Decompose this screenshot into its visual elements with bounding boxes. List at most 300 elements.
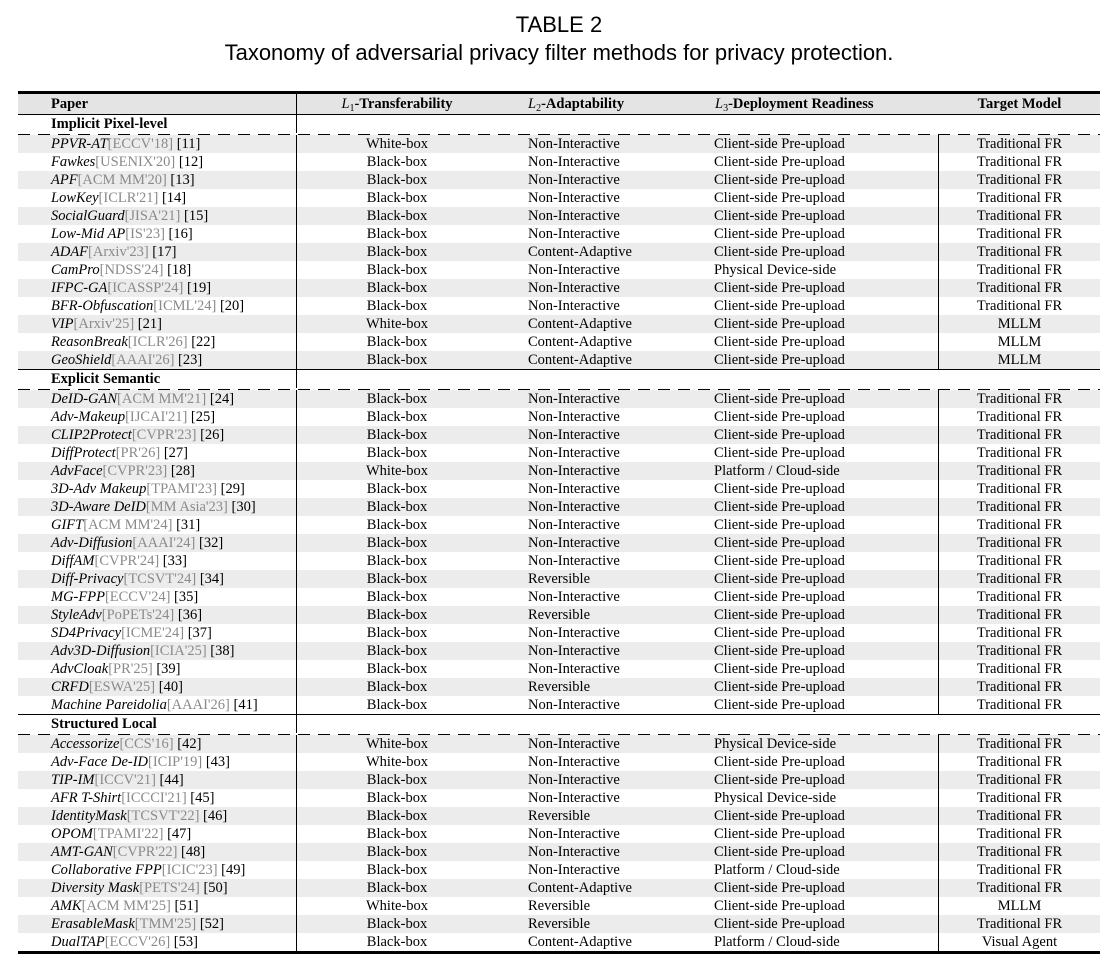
target-model-cell: Traditional FR: [976, 553, 1063, 569]
target-model-cell: Traditional FR: [976, 697, 1063, 713]
target-model-cell: Traditional FR: [976, 445, 1063, 461]
citation-ref: [26]: [200, 427, 225, 443]
target-model-cell: Traditional FR: [976, 409, 1063, 425]
method-name: MG-FPP: [51, 589, 105, 605]
transferability-cell: Black-box: [366, 772, 428, 788]
target-model-cell: MLLM: [997, 316, 1042, 332]
deployment-cell: Client-side Pre-upload: [714, 298, 845, 314]
adaptability-cell: Non-Interactive: [528, 862, 620, 878]
venue-tag: [ICCCI'21]: [121, 790, 187, 806]
target-model-cell: Visual Agent: [981, 934, 1058, 950]
target-model-cell: Traditional FR: [976, 499, 1063, 515]
paper-cell: [51, 462, 195, 480]
transferability-cell: White-box: [365, 898, 428, 914]
deployment-cell: Platform / Cloud-side: [714, 862, 840, 878]
citation-ref: [39]: [156, 661, 181, 677]
citation-ref: [49]: [221, 862, 246, 878]
deployment-cell: Client-side Pre-upload: [714, 316, 845, 332]
citation-ref: [29]: [220, 481, 245, 497]
method-name: Adv-Makeup: [51, 409, 126, 425]
method-name: LowKey: [51, 190, 99, 206]
method-name: DeID-GAN: [51, 391, 118, 407]
target-model-cell: Traditional FR: [976, 481, 1063, 497]
target-model-cell: Traditional FR: [976, 172, 1063, 188]
transferability-cell: Black-box: [366, 916, 428, 932]
paper-cell: [51, 843, 205, 861]
paper-cell: [51, 879, 228, 897]
adaptability-cell: Non-Interactive: [528, 481, 620, 497]
deployment-cell: Platform / Cloud-side: [714, 934, 840, 950]
paper-cell: [51, 933, 198, 951]
method-name: Diversity Mask: [51, 880, 140, 896]
venue-tag: [USENIX'20]: [95, 154, 176, 170]
deployment-cell: Client-side Pre-upload: [714, 499, 845, 515]
venue-tag: [ECCV'24]: [104, 589, 171, 605]
transferability-cell: Black-box: [366, 535, 428, 551]
paper-cell: [51, 207, 208, 225]
venue-tag: [ICME'24]: [121, 625, 185, 641]
column-divider: [296, 715, 297, 733]
adaptability-cell: Non-Interactive: [528, 208, 620, 224]
paper-cell: [51, 243, 176, 261]
venue-tag: [JISA'21]: [124, 208, 181, 224]
method-name: DiffAM: [51, 553, 95, 569]
citation-ref: [14]: [161, 190, 187, 206]
method-name: ReasonBreak: [51, 334, 128, 350]
adaptability-cell: Non-Interactive: [528, 499, 620, 515]
transferability-cell: Black-box: [366, 661, 428, 677]
method-name: Adv-Face De-ID: [51, 754, 149, 770]
method-name: CLIP2Protect: [51, 427, 132, 443]
venue-tag: [ACM MM'21]: [117, 391, 207, 407]
adaptability-cell: Non-Interactive: [528, 298, 620, 314]
transferability-cell: Black-box: [366, 571, 428, 587]
citation-ref: [35]: [174, 589, 199, 605]
citation-ref: [40]: [158, 679, 183, 695]
deployment-cell: Client-side Pre-upload: [714, 661, 845, 677]
citation-ref: [30]: [231, 499, 256, 515]
citation-ref: [18]: [167, 262, 192, 278]
venue-tag: [PoPETs'24]: [101, 607, 175, 623]
header-l1: $L_1$-Transferability: [341, 96, 453, 114]
paper-cell: [51, 315, 162, 333]
transferability-cell: Black-box: [366, 697, 428, 713]
venue-tag: [ICLR'26]: [127, 334, 188, 350]
section-header: [18, 370, 1100, 388]
transferability-cell: Black-box: [366, 517, 428, 533]
citation-ref: [46]: [203, 808, 228, 824]
adaptability-cell: Non-Interactive: [528, 463, 620, 479]
header-row: [18, 94, 1100, 114]
deployment-cell: Client-side Pre-upload: [714, 445, 845, 461]
transferability-cell: Black-box: [366, 826, 428, 842]
taxonomy-table: [18, 91, 1100, 954]
venue-tag: [PETS'24]: [139, 880, 200, 896]
transferability-cell: Black-box: [366, 607, 428, 623]
method-name: 3D-Aware DeID: [51, 499, 146, 515]
venue-tag: [ICML'24]: [153, 298, 217, 314]
method-name: PPVR-AT: [51, 136, 108, 152]
adaptability-cell: Reversible: [528, 808, 591, 824]
deployment-cell: Client-side Pre-upload: [714, 208, 845, 224]
transferability-cell: Black-box: [366, 790, 428, 806]
deployment-cell: Client-side Pre-upload: [714, 244, 845, 260]
citation-ref: [17]: [152, 244, 177, 260]
paper-cell: [51, 171, 195, 189]
deployment-cell: Client-side Pre-upload: [714, 880, 845, 896]
paper-cell: [51, 789, 214, 807]
method-name: IFPC-GA: [51, 280, 108, 296]
paper-cell: [51, 480, 245, 498]
transferability-cell: Black-box: [366, 643, 428, 659]
adaptability-cell: Non-Interactive: [528, 790, 620, 806]
column-divider: [938, 735, 939, 951]
adaptability-cell: Non-Interactive: [528, 445, 620, 461]
adaptability-cell: Reversible: [528, 679, 591, 695]
transferability-cell: Black-box: [366, 499, 428, 515]
adaptability-cell: Non-Interactive: [528, 226, 620, 242]
venue-tag: [ICIC'23]: [161, 862, 218, 878]
citation-ref: [41]: [233, 697, 258, 713]
adaptability-cell: Non-Interactive: [528, 754, 620, 770]
adaptability-cell: Non-Interactive: [528, 262, 620, 278]
paper-cell: [51, 825, 191, 843]
column-divider: [296, 390, 297, 714]
transferability-cell: Black-box: [366, 880, 428, 896]
venue-tag: [TCSVT'22]: [126, 808, 200, 824]
method-name: ErasableMask: [51, 916, 135, 932]
transferability-cell: Black-box: [366, 391, 428, 407]
venue-tag: [TPAMI'23]: [146, 481, 217, 497]
adaptability-cell: Non-Interactive: [528, 625, 620, 641]
transferability-cell: Black-box: [366, 934, 428, 950]
target-model-cell: Traditional FR: [976, 226, 1063, 242]
paper-cell: [51, 390, 234, 408]
transferability-cell: Black-box: [366, 481, 428, 497]
transferability-cell: Black-box: [366, 154, 428, 170]
table-number: TABLE 2: [515, 12, 603, 37]
paper-cell: [51, 696, 258, 714]
column-divider: [296, 370, 297, 388]
adaptability-cell: Non-Interactive: [528, 826, 620, 842]
transferability-cell: Black-box: [366, 427, 428, 443]
venue-tag: [ESWA'25]: [88, 679, 156, 695]
citation-ref: [15]: [183, 208, 209, 224]
adaptability-cell: Non-Interactive: [528, 136, 620, 152]
venue-tag: [TCSVT'24]: [123, 571, 197, 587]
paper-cell: [51, 552, 187, 570]
adaptability-cell: Non-Interactive: [528, 553, 620, 569]
method-name: AFR T-Shirt: [51, 790, 122, 806]
method-name: CRFD: [51, 679, 89, 695]
column-divider: [296, 115, 297, 133]
target-model-cell: Traditional FR: [976, 262, 1063, 278]
citation-ref: [53]: [173, 934, 198, 950]
adaptability-cell: Non-Interactive: [528, 589, 620, 605]
citation-ref: [28]: [170, 463, 195, 479]
target-model-cell: Traditional FR: [976, 772, 1063, 788]
citation-ref: [27]: [163, 445, 189, 461]
column-divider: [296, 735, 297, 951]
target-model-cell: Traditional FR: [976, 607, 1063, 623]
deployment-cell: Client-side Pre-upload: [714, 190, 845, 206]
deployment-cell: Client-side Pre-upload: [714, 754, 845, 770]
venue-tag: [CVPR'22]: [112, 844, 178, 860]
transferability-cell: White-box: [365, 316, 428, 332]
deployment-cell: Client-side Pre-upload: [714, 553, 845, 569]
venue-tag: [PR'26]: [115, 445, 161, 461]
transferability-cell: Black-box: [366, 334, 428, 350]
method-name: GIFT: [51, 517, 84, 533]
adaptability-cell: Content-Adaptive: [528, 244, 632, 260]
paper-cell: [51, 534, 223, 552]
deployment-cell: Physical Device-side: [714, 262, 837, 278]
venue-tag: [AAAI'26]: [111, 352, 175, 368]
target-model-cell: MLLM: [997, 898, 1042, 914]
citation-ref: [50]: [203, 880, 228, 896]
adaptability-cell: Non-Interactive: [528, 844, 620, 860]
method-name: GeoShield: [51, 352, 112, 368]
section-rows: [18, 735, 1100, 951]
paper-cell: [51, 624, 212, 642]
method-name: TIP-IM: [51, 772, 95, 788]
transferability-cell: Black-box: [366, 445, 428, 461]
transferability-cell: Black-box: [366, 553, 428, 569]
transferability-cell: Black-box: [366, 190, 428, 206]
venue-tag: [NDSS'24]: [99, 262, 164, 278]
header-l2: $L_2$-Adaptability: [528, 96, 625, 114]
deployment-cell: Client-side Pre-upload: [714, 352, 845, 368]
adaptability-cell: Non-Interactive: [528, 280, 620, 296]
method-name: AMT-GAN: [51, 844, 113, 860]
adaptability-cell: Reversible: [528, 898, 591, 914]
target-model-cell: Traditional FR: [976, 679, 1063, 695]
method-name: Diff-Privacy: [51, 571, 124, 587]
target-model-cell: Traditional FR: [976, 844, 1063, 860]
target-model-cell: Traditional FR: [976, 463, 1063, 479]
venue-tag: [ICLR'21]: [98, 190, 159, 206]
transferability-cell: White-box: [365, 463, 428, 479]
citation-ref: [51]: [174, 898, 199, 914]
venue-tag: [ICIA'25]: [150, 643, 207, 659]
section-rows: [18, 135, 1100, 369]
transferability-cell: Black-box: [366, 226, 428, 242]
paper-cell: [51, 660, 181, 678]
citation-ref: [47]: [167, 826, 192, 842]
method-name: StyleAdv: [51, 607, 102, 623]
venue-tag: [CCS'16]: [119, 736, 174, 752]
deployment-cell: Client-side Pre-upload: [714, 571, 845, 587]
deployment-cell: Client-side Pre-upload: [714, 481, 845, 497]
target-model-cell: Traditional FR: [976, 826, 1063, 842]
transferability-cell: Black-box: [366, 808, 428, 824]
method-name: ADAF: [51, 244, 89, 260]
target-model-cell: Traditional FR: [976, 280, 1063, 296]
target-model-cell: Traditional FR: [976, 244, 1063, 260]
paper-cell: [51, 498, 256, 516]
method-name: BFR-Obfuscation: [51, 298, 154, 314]
deployment-cell: Client-side Pre-upload: [714, 226, 845, 242]
citation-ref: [32]: [199, 535, 224, 551]
deployment-cell: Client-side Pre-upload: [714, 427, 845, 443]
venue-tag: [IJCAI'21]: [125, 409, 188, 425]
target-model-cell: Traditional FR: [976, 808, 1063, 824]
citation-ref: [16]: [168, 226, 193, 242]
venue-tag: [AAAI'24]: [132, 535, 196, 551]
column-divider: [938, 390, 939, 714]
adaptability-cell: Content-Adaptive: [528, 334, 632, 350]
method-name: DiffProtect: [51, 445, 116, 461]
citation-ref: [21]: [137, 316, 162, 332]
deployment-cell: Physical Device-side: [714, 736, 837, 752]
citation-ref: [22]: [191, 334, 216, 350]
paper-cell: [51, 915, 224, 933]
venue-tag: [ACM MM'25]: [81, 898, 171, 914]
transferability-cell: Black-box: [366, 589, 428, 605]
target-model-cell: Traditional FR: [976, 589, 1063, 605]
paper-cell: [51, 351, 202, 369]
method-name: Accessorize: [51, 736, 120, 752]
citation-ref: [13]: [170, 172, 195, 188]
table-body: [18, 115, 1100, 951]
paper-cell: [51, 588, 198, 606]
transferability-cell: White-box: [365, 136, 428, 152]
target-model-cell: MLLM: [997, 352, 1042, 368]
section-header: [18, 715, 1100, 733]
target-model-cell: Traditional FR: [976, 754, 1063, 770]
citation-ref: [33]: [162, 553, 187, 569]
deployment-cell: Client-side Pre-upload: [714, 589, 845, 605]
venue-tag: [CVPR'23]: [131, 427, 197, 443]
venue-tag: [ECCV'26]: [104, 934, 171, 950]
deployment-cell: Client-side Pre-upload: [714, 517, 845, 533]
citation-ref: [48]: [181, 844, 206, 860]
deployment-cell: Client-side Pre-upload: [714, 916, 845, 932]
transferability-cell: Black-box: [366, 625, 428, 641]
paper-cell: [51, 444, 188, 462]
adaptability-cell: Content-Adaptive: [528, 316, 632, 332]
adaptability-cell: Non-Interactive: [528, 427, 620, 443]
deployment-cell: Client-side Pre-upload: [714, 625, 845, 641]
paper-cell: [51, 642, 234, 660]
paper-cell: [51, 189, 186, 207]
transferability-cell: White-box: [365, 736, 428, 752]
paper-cell: [51, 261, 191, 279]
adaptability-cell: Non-Interactive: [528, 391, 620, 407]
adaptability-cell: Non-Interactive: [528, 736, 620, 752]
transferability-cell: Black-box: [366, 298, 428, 314]
method-name: AMK: [51, 898, 82, 914]
paper-cell: [51, 897, 199, 915]
transferability-cell: Black-box: [366, 208, 428, 224]
header-l3: $L_3$-Deployment Readiness: [715, 96, 874, 114]
venue-tag: [ICIP'19]: [148, 754, 203, 770]
method-name: SD4Privacy: [51, 625, 122, 641]
adaptability-cell: Reversible: [528, 916, 591, 932]
adaptability-cell: Non-Interactive: [528, 517, 620, 533]
adaptability-cell: Non-Interactive: [528, 409, 620, 425]
paper-cell: [51, 408, 215, 426]
adaptability-cell: Non-Interactive: [528, 154, 620, 170]
citation-ref: [38]: [210, 643, 235, 659]
section-rows: [18, 390, 1100, 714]
paper-cell: [51, 771, 184, 789]
method-name: IdentityMask: [51, 808, 127, 824]
paper-cell: [51, 297, 244, 315]
transferability-cell: White-box: [365, 754, 428, 770]
transferability-cell: Black-box: [366, 352, 428, 368]
paper-cell: [51, 516, 200, 534]
citation-ref: [34]: [199, 571, 224, 587]
citation-ref: [20]: [219, 298, 245, 314]
citation-ref: [12]: [178, 154, 204, 170]
deployment-cell: Client-side Pre-upload: [714, 172, 845, 188]
venue-tag: [IS'23]: [125, 226, 165, 242]
deployment-cell: Client-side Pre-upload: [714, 772, 845, 788]
transferability-cell: Black-box: [366, 844, 428, 860]
paper-cell: [51, 153, 203, 171]
transferability-cell: Black-box: [366, 262, 428, 278]
transferability-cell: Black-box: [366, 679, 428, 695]
venue-tag: [ECCV'18]: [107, 136, 174, 152]
adaptability-cell: Non-Interactive: [528, 772, 620, 788]
venue-tag: [CVPR'24]: [94, 553, 160, 569]
adaptability-cell: Reversible: [528, 607, 591, 623]
transferability-cell: Black-box: [366, 862, 428, 878]
column-divider: [938, 135, 939, 369]
target-model-cell: Traditional FR: [976, 736, 1063, 752]
paper-cell: [51, 279, 211, 297]
venue-tag: [PR'25]: [108, 661, 153, 677]
section-title: Structured Local: [51, 716, 157, 732]
adaptability-cell: Reversible: [528, 571, 591, 587]
adaptability-cell: Non-Interactive: [528, 172, 620, 188]
deployment-cell: Client-side Pre-upload: [714, 898, 845, 914]
citation-ref: [42]: [177, 736, 202, 752]
paper-cell: [51, 570, 224, 588]
target-model-cell: Traditional FR: [976, 190, 1063, 206]
bottom-rule: [18, 951, 1100, 954]
section-title: Explicit Semantic: [51, 371, 161, 387]
adaptability-cell: Content-Adaptive: [528, 352, 632, 368]
deployment-cell: Platform / Cloud-side: [714, 463, 840, 479]
target-model-cell: Traditional FR: [976, 625, 1063, 641]
venue-tag: [TPAMI'22]: [92, 826, 164, 842]
deployment-cell: Client-side Pre-upload: [714, 136, 845, 152]
venue-tag: [AAAI'26]: [166, 697, 230, 713]
method-name: OPOM: [51, 826, 93, 842]
transferability-cell: Black-box: [366, 409, 428, 425]
target-model-cell: Traditional FR: [976, 535, 1063, 551]
paper-cell: [51, 135, 200, 153]
header-target-model: Target Model: [977, 96, 1062, 112]
paper-cell: [51, 735, 201, 753]
method-name: VIP: [51, 316, 74, 332]
deployment-cell: Client-side Pre-upload: [714, 643, 845, 659]
method-name: CamPro: [51, 262, 100, 278]
transferability-cell: Black-box: [366, 244, 428, 260]
venue-tag: [ICCV'21]: [94, 772, 156, 788]
deployment-cell: Client-side Pre-upload: [714, 826, 845, 842]
target-model-cell: Traditional FR: [976, 916, 1063, 932]
venue-tag: [ACM MM'20]: [77, 172, 167, 188]
citation-ref: [25]: [190, 409, 216, 425]
target-model-cell: Traditional FR: [976, 862, 1063, 878]
deployment-cell: Client-side Pre-upload: [714, 409, 845, 425]
method-name: SocialGuard: [51, 208, 125, 224]
method-name: DualTAP: [51, 934, 105, 950]
target-model-cell: Traditional FR: [976, 391, 1063, 407]
